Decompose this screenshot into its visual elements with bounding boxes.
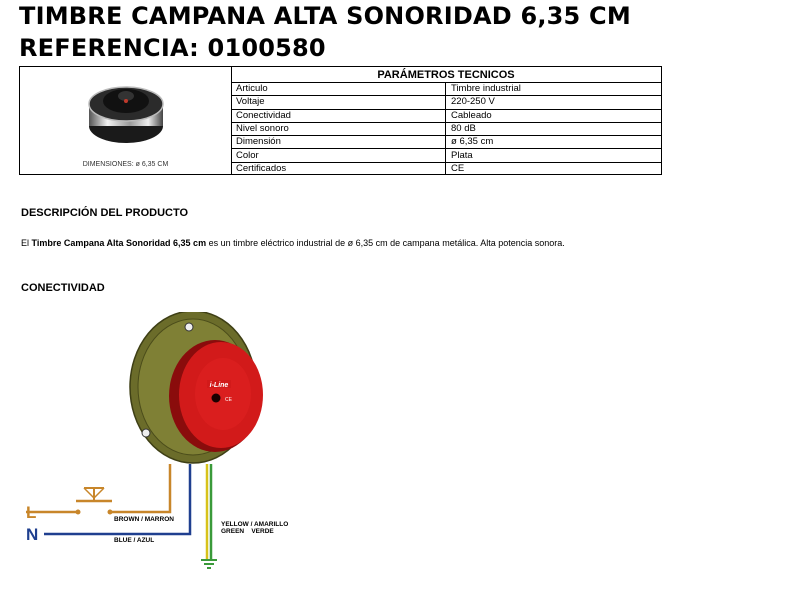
table-row xyxy=(231,136,661,149)
spec-key: Conectividad xyxy=(231,109,446,122)
spec-value: 220-250 V xyxy=(446,96,662,109)
table-row xyxy=(231,96,661,109)
spec-key: Voltaje xyxy=(231,96,446,109)
spec-value: Cableado xyxy=(446,109,662,122)
description-product-name: Timbre Campana Alta Sonoridad 6,35 cm xyxy=(31,238,207,248)
description-text xyxy=(21,238,565,248)
ground-icon xyxy=(201,560,217,568)
spec-key: Articulo xyxy=(231,83,446,96)
connectivity-heading: CONECTIVIDAD xyxy=(21,282,105,294)
product-image-cell xyxy=(20,67,232,174)
bell-brand-label: i-Line xyxy=(209,382,229,389)
spec-key: Color xyxy=(231,149,446,162)
screw-icon xyxy=(142,429,150,437)
bell-product-photo xyxy=(85,74,167,156)
screw-icon xyxy=(185,323,193,331)
table-row xyxy=(231,162,661,175)
wire-yellow-label: YELLOW / AMARILLO xyxy=(221,521,289,528)
table-row xyxy=(231,149,661,162)
spec-value: Plata xyxy=(446,149,662,162)
line-N-label: N xyxy=(26,525,39,544)
spec-section xyxy=(19,66,662,175)
spec-value: Timbre industrial xyxy=(446,83,662,96)
spec-key: Nivel sonoro xyxy=(231,122,446,135)
table-row xyxy=(231,83,661,96)
spec-key: Certificados xyxy=(231,162,446,175)
line-L-label: L xyxy=(26,503,37,522)
wiring-diagram xyxy=(18,312,318,582)
table-row xyxy=(231,109,661,122)
spec-value: ø 6,35 cm xyxy=(446,136,662,149)
table-row xyxy=(231,122,661,135)
wire-brown-label: BROWN / MARRON xyxy=(114,516,174,523)
description-suffix: es un timbre eléctrico industrial de ø 6,35 cm de campana metálica. Alta potencia sonora. xyxy=(206,238,565,248)
reference-title: REFERENCIA: 0100580 xyxy=(19,34,326,62)
spec-value: 80 dB xyxy=(446,122,662,135)
spec-table-header: PARÁMETROS TECNICOS xyxy=(231,67,661,83)
description-prefix: El xyxy=(21,238,32,248)
spec-table xyxy=(231,67,661,175)
spec-value: CE xyxy=(451,162,465,174)
wire-green-label: GREEN VERDE xyxy=(221,528,274,535)
dimensions-caption: DIMENSIONES: ø 6,35 CM xyxy=(82,161,169,168)
spec-key: Dimensión xyxy=(231,136,446,149)
page-title: TIMBRE CAMPANA ALTA SONORIDAD 6,35 CM xyxy=(19,2,631,30)
bell-ce-mark: CE xyxy=(225,397,232,403)
push-switch-icon xyxy=(76,488,113,515)
wire-blue-label: BLUE / AZUL xyxy=(114,537,155,544)
wiring-diagram-drawing xyxy=(18,312,318,582)
description-heading: DESCRIPCIÓN DEL PRODUCTO xyxy=(21,207,189,219)
